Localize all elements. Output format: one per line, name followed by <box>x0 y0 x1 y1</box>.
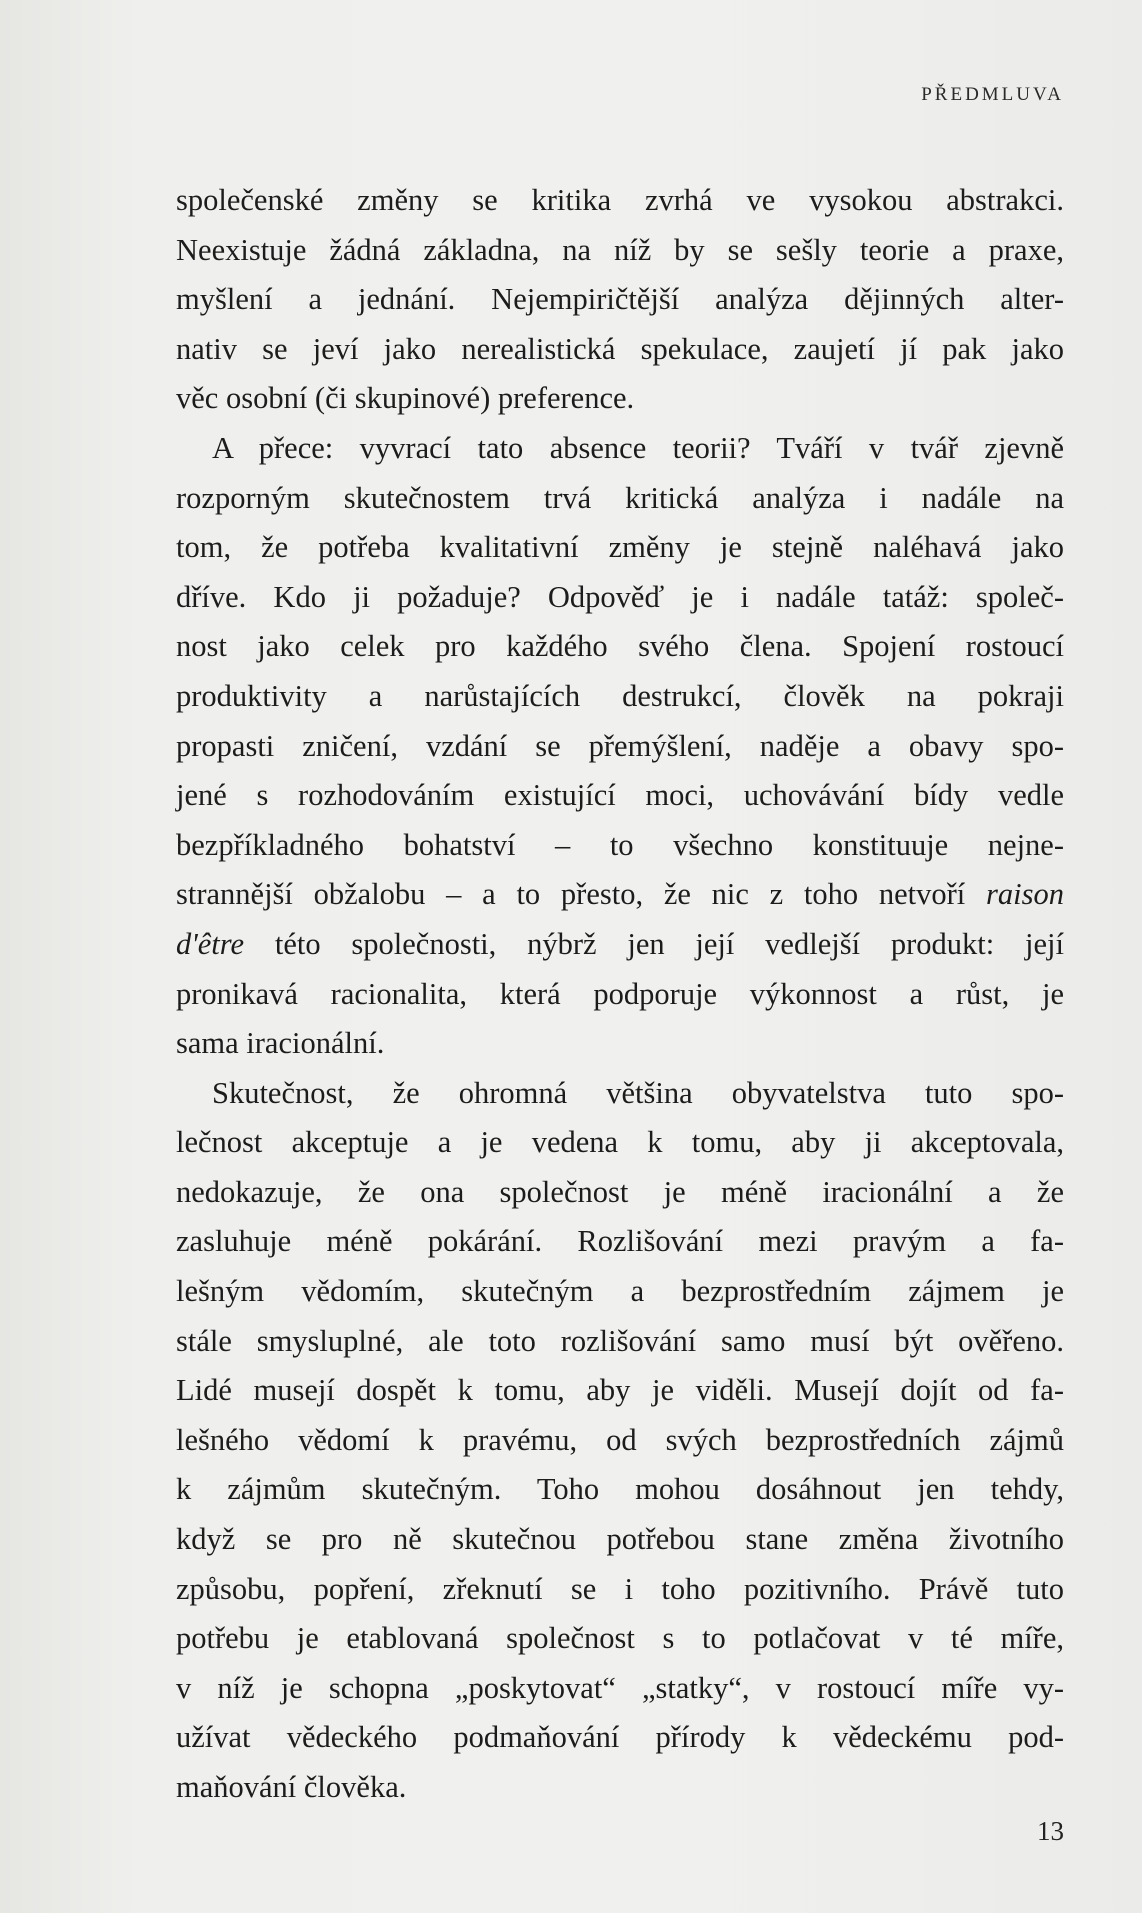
text-line <box>176 622 1064 672</box>
text-line <box>176 424 1064 474</box>
line-text: potřebu je etablovaná společnost s to potlačovat v té míře, <box>176 1621 1064 1656</box>
text-line <box>176 1118 1064 1168</box>
text-line <box>176 672 1064 722</box>
text-line <box>176 1168 1064 1218</box>
line-text: věc osobní (či skupinové) preference. <box>176 381 635 416</box>
line-text: lešným vědomím, skutečným a bezprostředním zájmem je <box>176 1274 1064 1309</box>
line-text: A přece: vyvrací tato absence teorii? Tváří v tvář zjevně <box>212 430 1064 465</box>
text-line <box>176 970 1064 1020</box>
line-text: této společnosti, nýbrž jen její vedlejší produkt: její <box>244 926 1064 961</box>
text-line <box>176 1713 1064 1763</box>
line-text: strannější obžalobu – a to přesto, že nic z toho netvoří <box>176 877 987 912</box>
line-text: sama iracionální. <box>176 1026 385 1061</box>
text-line <box>176 573 1064 623</box>
text-line <box>176 1416 1064 1466</box>
line-text: bezpříkladného bohatství – to všechno konstituuje nejne- <box>176 827 1064 862</box>
text-line <box>176 1465 1064 1515</box>
text-line <box>176 1267 1064 1317</box>
text-line <box>176 771 1064 821</box>
line-text: stále smysluplné, ale toto rozlišování samo musí být ověřeno. <box>176 1323 1064 1358</box>
line-text: k zájmům skutečným. Toho mohou dosáhnout jen tehdy, <box>176 1472 1064 1507</box>
text-line <box>176 1664 1064 1714</box>
text-line <box>176 722 1064 772</box>
text-line <box>176 325 1064 375</box>
line-text: když se pro ně skutečnou potřebou stane změna životního <box>176 1522 1064 1557</box>
text-line <box>176 920 1064 970</box>
running-head: PŘEDMLUVA <box>921 84 1064 105</box>
line-text: způsobu, popření, zřeknutí se i toho pozitivního. Právě tuto <box>176 1571 1064 1606</box>
text-line <box>176 1614 1064 1664</box>
italic-phrase: d'être <box>176 926 245 961</box>
line-text: nost jako celek pro každého svého člena. Spojení rostoucí <box>176 629 1064 664</box>
text-line <box>176 374 1064 424</box>
text-line <box>176 1019 1064 1069</box>
text-line <box>176 1515 1064 1565</box>
text-line <box>176 1366 1064 1416</box>
line-text: společenské změny se kritika zvrhá ve vysokou abstrakci. <box>176 183 1064 217</box>
text-line <box>176 523 1064 573</box>
text-line <box>176 821 1064 871</box>
text-line <box>176 1565 1064 1615</box>
text-line <box>176 1069 1064 1119</box>
line-text: pronikavá racionalita, která podporuje výkonnost a růst, je <box>176 976 1064 1011</box>
line-text: Lidé musejí dospět k tomu, aby je viděli. Musejí dojít od fa- <box>176 1373 1064 1408</box>
text-line <box>176 474 1064 524</box>
body-text <box>176 176 1064 1813</box>
line-text: tom, že potřeba kvalitativní změny je stejně naléhavá jako <box>176 530 1064 565</box>
line-text: nedokazuje, že ona společnost je méně iracionální a že <box>176 1174 1064 1209</box>
line-text: jené s rozhodováním existující moci, uchovávání bídy vedle <box>176 778 1064 813</box>
text-line <box>176 870 1064 920</box>
line-text: myšlení a jednání. Nejempiričtější analýza dějinných alter- <box>176 282 1064 317</box>
text-line <box>176 226 1064 276</box>
text-line <box>176 1317 1064 1367</box>
text-line <box>176 275 1064 325</box>
line-text: maňování člověka. <box>176 1770 407 1804</box>
line-text: produktivity a narůstajících destrukcí, člověk na pokraji <box>176 678 1064 713</box>
line-text: nativ se jeví jako nerealistická spekulace, zaujetí jí pak jako <box>176 331 1064 366</box>
text-line <box>176 1763 1064 1813</box>
text-line <box>176 176 1064 226</box>
line-text: v níž je schopna „poskytovat“ „statky“, v rostoucí míře vy- <box>176 1670 1064 1705</box>
line-text: rozporným skutečnostem trvá kritická analýza i nadále na <box>176 480 1064 515</box>
line-text: lečnost akceptuje a je vedena k tomu, aby ji akceptovala, <box>176 1125 1064 1160</box>
line-text: zasluhuje méně pokárání. Rozlišování mezi pravým a fa- <box>176 1224 1064 1259</box>
line-text: dříve. Kdo ji požaduje? Odpověď je i nadále tatáž: společ- <box>176 579 1064 614</box>
line-text: Skutečnost, že ohromná většina obyvatelstva tuto spo- <box>212 1075 1064 1110</box>
line-text: užívat vědeckého podmaňování přírody k vědeckému pod- <box>176 1720 1064 1755</box>
line-text: propasti zničení, vzdání se přemýšlení, naděje a obavy spo- <box>176 728 1064 763</box>
italic-phrase: raison <box>986 877 1064 912</box>
page-number: 13 <box>1037 1816 1064 1846</box>
line-text: Neexistuje žádná základna, na níž by se sešly teorie a praxe, <box>176 232 1064 267</box>
text-line <box>176 1217 1064 1267</box>
line-text: lešného vědomí k pravému, od svých bezprostředních zájmů <box>176 1422 1064 1457</box>
